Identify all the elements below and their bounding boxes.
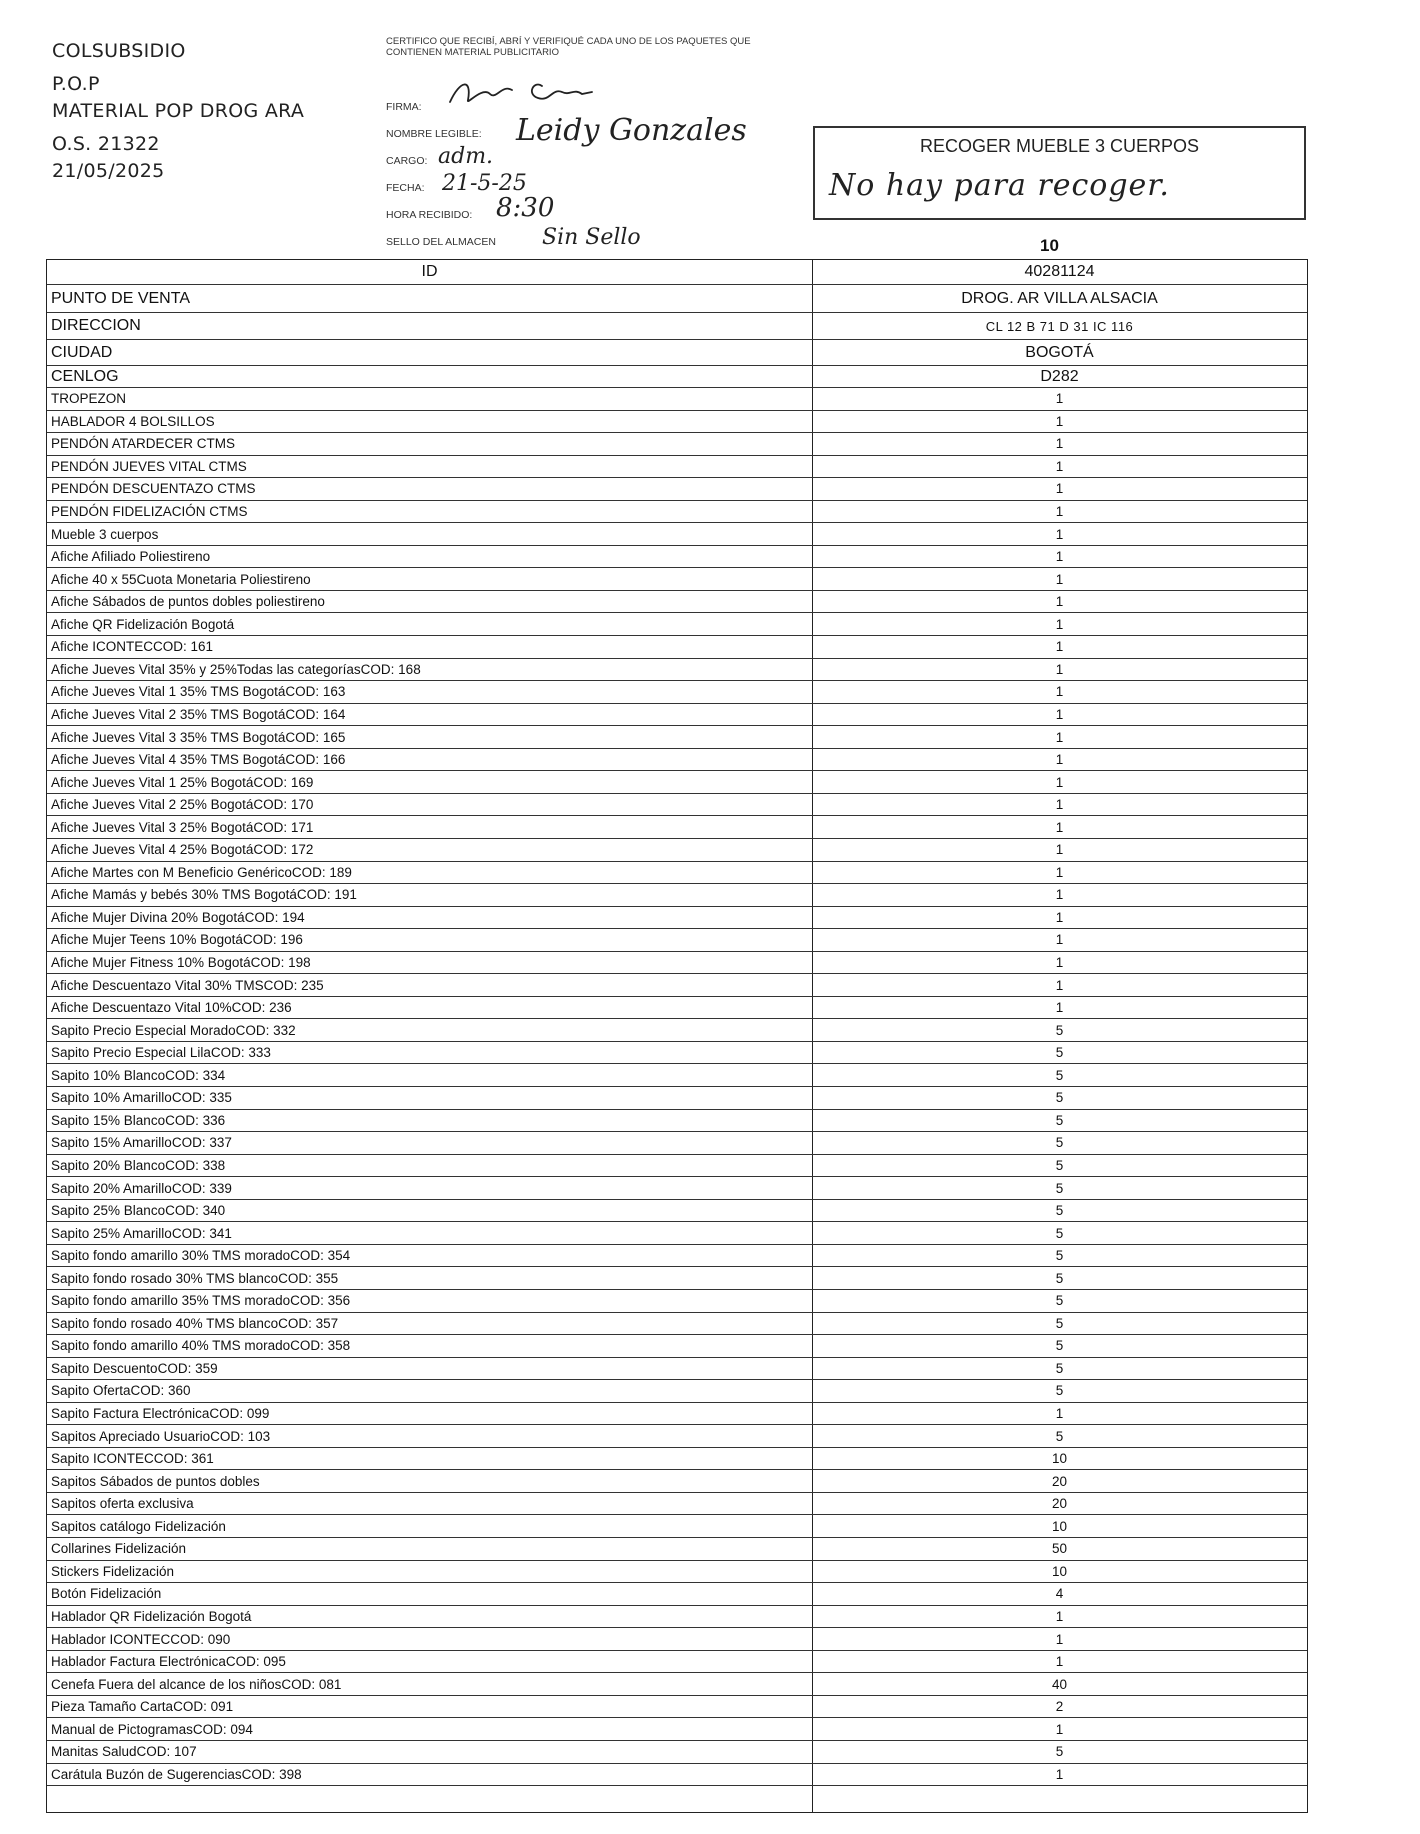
item-qty: 1: [1055, 729, 1064, 745]
item-qty: 5: [1055, 1360, 1064, 1376]
item-qty: 1: [1055, 661, 1064, 677]
item-qty: 5: [1055, 1428, 1064, 1444]
nombre-label: NOMBRE LEGIBLE:: [386, 128, 482, 140]
table-row: [47, 1425, 1307, 1448]
item-qty: 1: [1055, 616, 1064, 632]
signature-icon: [442, 76, 642, 110]
table-row: [47, 1448, 1307, 1471]
table-row: [47, 816, 1307, 839]
item-name: HABLADOR 4 BOLSILLOS: [51, 413, 215, 429]
table-row: [47, 388, 1307, 411]
item-qty: 5: [1055, 1744, 1064, 1760]
item-name: Mueble 3 cuerpos: [51, 526, 159, 542]
item-name: Sapito fondo amarillo 30% TMS moradoCOD: 354: [51, 1248, 351, 1264]
item-qty: 1: [1055, 1631, 1064, 1647]
item-name: PENDÓN JUEVES VITAL CTMS: [51, 458, 247, 474]
table-row: [47, 1200, 1307, 1223]
item-qty: 5: [1055, 1022, 1064, 1038]
table-row: [47, 1538, 1307, 1561]
item-name: Afiche Mujer Teens 10% BogotáCOD: 196: [51, 932, 303, 948]
item-qty: 1: [1055, 458, 1064, 474]
id-value: 40281124: [1024, 263, 1095, 280]
table-row: [47, 614, 1307, 637]
table-row: [47, 1313, 1307, 1336]
item-name: Sapito 20% BlancoCOD: 338: [51, 1157, 226, 1173]
item-name: Afiche Jueves Vital 3 35% TMS BogotáCOD: 165: [51, 729, 346, 745]
item-qty: 5: [1055, 1293, 1064, 1309]
table-row: [47, 1403, 1307, 1426]
ciudad-value: BOGOTÁ: [1025, 343, 1094, 361]
table-row: [47, 1493, 1307, 1516]
item-qty: 1: [1055, 932, 1064, 948]
table-row: [47, 1290, 1307, 1313]
fecha-row: [386, 171, 806, 198]
item-name: Afiche QR Fidelización Bogotá: [51, 616, 235, 632]
material-table: [46, 259, 1308, 1813]
table-row: [47, 1606, 1307, 1629]
item-qty: 1: [1055, 842, 1064, 858]
item-qty: 1: [1055, 684, 1064, 700]
table-row: [47, 1764, 1307, 1787]
item-qty: 1: [1055, 706, 1064, 722]
item-qty: 5: [1055, 1270, 1064, 1286]
table-row: [47, 1042, 1307, 1065]
cenlog-value: D282: [1040, 367, 1079, 385]
table-row: [47, 1358, 1307, 1381]
item-qty: 5: [1055, 1135, 1064, 1151]
table-row: [47, 1628, 1307, 1651]
item-name: Afiche Jueves Vital 4 35% TMS BogotáCOD: 166: [51, 752, 346, 768]
id-label: ID: [421, 263, 438, 280]
table-row: [47, 1065, 1307, 1088]
item-name: Sapito 20% AmarilloCOD: 339: [51, 1180, 232, 1196]
item-name: Sapito 25% AmarilloCOD: 341: [51, 1225, 232, 1241]
item-qty: 1: [1055, 1608, 1064, 1624]
item-qty: 5: [1055, 1045, 1064, 1061]
table-row: [47, 681, 1307, 704]
table-row: [47, 456, 1307, 479]
item-name: Afiche Mamás y bebés 30% TMS BogotáCOD: 191: [51, 887, 357, 903]
punto-label: PUNTO DE VENTA: [51, 289, 190, 307]
item-qty: 1: [1055, 436, 1064, 452]
item-name: Afiche Jueves Vital 1 35% TMS BogotáCOD: 163: [51, 684, 346, 700]
item-qty: 5: [1055, 1157, 1064, 1173]
top-count: 10: [1040, 236, 1059, 255]
table-row: [47, 1222, 1307, 1245]
table-row: [47, 1718, 1307, 1741]
item-qty: 1: [1055, 955, 1064, 971]
item-name: Pieza Tamaño CartaCOD: 091: [51, 1699, 234, 1715]
cargo-row: [386, 144, 806, 171]
item-name: Afiche Martes con M Beneficio GenéricoCOD: 189: [51, 864, 352, 880]
item-name: Sapito 15% AmarilloCOD: 337: [51, 1135, 232, 1151]
item-qty: 1: [1055, 752, 1064, 768]
item-name: Sapito fondo amarillo 35% TMS moradoCOD: 356: [51, 1293, 351, 1309]
item-name: Sapito ICONTECCOD: 361: [51, 1451, 214, 1467]
item-name: Afiche Descuentazo Vital 30% TMSCOD: 235: [51, 977, 324, 993]
table-row: [47, 997, 1307, 1020]
item-name: Manitas SaludCOD: 107: [51, 1744, 197, 1760]
table-row: [47, 1177, 1307, 1200]
item-qty: 5: [1055, 1225, 1064, 1241]
item-qty: 1: [1055, 594, 1064, 610]
item-name: Sapito fondo rosado 40% TMS blancoCOD: 357: [51, 1315, 339, 1331]
table-row: [47, 794, 1307, 817]
recoger-note: No hay para recoger.: [829, 168, 1170, 203]
table-row: [47, 839, 1307, 862]
item-qty: 10: [1051, 1518, 1068, 1534]
item-name: Collarines Fidelización: [51, 1541, 187, 1557]
table-row: [47, 546, 1307, 569]
table-row: [47, 411, 1307, 434]
item-name: Sapitos Apreciado UsuarioCOD: 103: [51, 1428, 271, 1444]
company-block: [52, 38, 304, 185]
table-row: [47, 1741, 1307, 1764]
sello-label: SELLO DEL ALMACEN: [386, 236, 496, 248]
table-row: [47, 726, 1307, 749]
table-row: [47, 952, 1307, 975]
table-row: [47, 1673, 1307, 1696]
table-row-cenlog: [47, 366, 1307, 388]
table-row: [47, 884, 1307, 907]
item-qty: 1: [1055, 1000, 1064, 1016]
cenlog-label: CENLOG: [51, 367, 119, 385]
item-qty: 5: [1055, 1090, 1064, 1106]
item-name: Sapito Precio Especial LilaCOD: 333: [51, 1045, 271, 1061]
item-name: Sapito 10% BlancoCOD: 334: [51, 1067, 226, 1083]
table-row: [47, 568, 1307, 591]
item-name: Sapito fondo rosado 30% TMS blancoCOD: 355: [51, 1270, 339, 1286]
fecha-value: 21-5-25: [442, 171, 527, 196]
item-name: Afiche Jueves Vital 4 25% BogotáCOD: 172: [51, 842, 314, 858]
item-qty: 4: [1055, 1586, 1064, 1602]
table-row-punto: [47, 285, 1307, 313]
table-row: [47, 1583, 1307, 1606]
item-name: Sapito OfertaCOD: 360: [51, 1383, 191, 1399]
item-name: TROPEZON: [51, 391, 127, 407]
item-qty: 1: [1055, 549, 1064, 565]
item-name: Afiche Jueves Vital 3 25% BogotáCOD: 171: [51, 819, 314, 835]
item-qty: 1: [1055, 797, 1064, 813]
table-row-id: [47, 260, 1307, 285]
table-row: [47, 636, 1307, 659]
item-qty: 5: [1055, 1203, 1064, 1219]
item-name: Afiche Jueves Vital 35% y 25%Todas las categoríasCOD: 168: [51, 661, 421, 677]
item-qty: 10: [1051, 1451, 1068, 1467]
item-name: Sapito 15% BlancoCOD: 336: [51, 1112, 226, 1128]
item-qty: 20: [1051, 1496, 1068, 1512]
table-row: [47, 1110, 1307, 1133]
ciudad-label: CIUDAD: [51, 343, 113, 361]
item-name: Afiche Afiliado Poliestireno: [51, 549, 211, 565]
table-row: [47, 1696, 1307, 1719]
cargo-value: adm.: [438, 144, 494, 169]
table-row: [47, 1380, 1307, 1403]
item-qty: 1: [1055, 639, 1064, 655]
direccion-label: DIRECCION: [51, 317, 141, 334]
table-row: [47, 659, 1307, 682]
item-qty: 1: [1055, 413, 1064, 429]
document-date: 21/05/2025: [52, 160, 165, 182]
item-qty: 1: [1055, 977, 1064, 993]
item-name: Afiche Jueves Vital 2 35% TMS BogotáCOD: 164: [51, 706, 346, 722]
item-name: PENDÓN ATARDECER CTMS: [51, 436, 236, 452]
item-name: Sapitos oferta exclusiva: [51, 1496, 194, 1512]
item-name: Afiche Sábados de puntos dobles poliestireno: [51, 594, 325, 610]
item-name: Sapito Factura ElectrónicaCOD: 099: [51, 1406, 270, 1422]
item-qty: 1: [1055, 481, 1064, 497]
table-row: [47, 591, 1307, 614]
item-name: Afiche Jueves Vital 1 25% BogotáCOD: 169: [51, 774, 314, 790]
item-qty: 40: [1051, 1676, 1068, 1692]
item-name: Sapitos catálogo Fidelización: [51, 1518, 226, 1534]
table-row: [47, 1470, 1307, 1493]
item-name: Sapito 25% BlancoCOD: 340: [51, 1203, 226, 1219]
hora-value: 8:30: [496, 193, 555, 223]
item-qty: 50: [1051, 1541, 1068, 1557]
item-name: PENDÓN FIDELIZACIÓN CTMS: [51, 504, 248, 520]
table-row: [47, 1245, 1307, 1268]
table-row: [47, 1561, 1307, 1584]
item-name: Sapitos Sábados de puntos dobles: [51, 1473, 260, 1489]
item-qty: 20: [1051, 1473, 1068, 1489]
item-name: Hablador QR Fidelización Bogotá: [51, 1608, 252, 1624]
table-row: [47, 929, 1307, 952]
item-qty: 5: [1055, 1338, 1064, 1354]
item-name: PENDÓN DESCUENTAZO CTMS: [51, 481, 256, 497]
company-name: COLSUBSIDIO: [52, 40, 186, 62]
fecha-label: FECHA:: [386, 182, 425, 194]
item-qty: 10: [1051, 1563, 1068, 1579]
table-row: [47, 1155, 1307, 1178]
table-row: [47, 1335, 1307, 1358]
item-qty: 1: [1055, 391, 1064, 407]
item-qty: 5: [1055, 1112, 1064, 1128]
item-qty: 1: [1055, 1654, 1064, 1670]
item-qty: 1: [1055, 864, 1064, 880]
table-row: [47, 433, 1307, 456]
item-name: Stickers Fidelización: [51, 1563, 175, 1579]
item-qty: 1: [1055, 571, 1064, 587]
item-name: Afiche Jueves Vital 2 25% BogotáCOD: 170: [51, 797, 314, 813]
item-qty: 5: [1055, 1315, 1064, 1331]
hora-label: HORA RECIBIDO:: [386, 209, 473, 221]
certificate-fields: [386, 90, 806, 252]
item-name: Sapito Precio Especial MoradoCOD: 332: [51, 1022, 296, 1038]
item-name: Cenefa Fuera del alcance de los niñosCOD: 081: [51, 1676, 342, 1692]
item-qty: 1: [1055, 774, 1064, 790]
recoger-title: RECOGER MUEBLE 3 CUERPOS: [919, 136, 1200, 156]
item-name: Hablador Factura ElectrónicaCOD: 095: [51, 1654, 286, 1670]
item-qty: 1: [1055, 1406, 1064, 1422]
table-row: [47, 1651, 1307, 1674]
item-name: Manual de PictogramasCOD: 094: [51, 1721, 253, 1737]
item-qty: 5: [1055, 1180, 1064, 1196]
table-row: [47, 1516, 1307, 1539]
item-name: Sapito 10% AmarilloCOD: 335: [51, 1090, 232, 1106]
service-order: O.S. 21322: [52, 133, 160, 155]
sello-row: [386, 225, 806, 252]
recoger-box: [813, 126, 1306, 220]
cargo-label: CARGO:: [386, 155, 428, 167]
nombre-value: Leidy Gonzales: [516, 113, 747, 148]
certificate-text: CERTIFICO QUE RECIBÍ, ABRÍ Y VERIFIQUÉ CADA UNO DE LOS PAQUETES QUE CONTIENEN MATERIAL PUBLICITARIO: [386, 36, 751, 58]
table-row: [47, 862, 1307, 885]
table-row: [47, 478, 1307, 501]
table-row: [47, 523, 1307, 546]
item-name: Afiche Descuentazo Vital 10%COD: 236: [51, 1000, 292, 1016]
table-row-direccion: [47, 313, 1307, 340]
item-qty: 1: [1055, 504, 1064, 520]
item-qty: 1: [1055, 1721, 1064, 1737]
item-qty: 1: [1055, 526, 1064, 542]
item-name: Botón Fidelización: [51, 1586, 162, 1602]
sello-value: Sin Sello: [542, 225, 641, 250]
table-row: [47, 974, 1307, 997]
item-name: Carátula Buzón de SugerenciasCOD: 398: [51, 1766, 302, 1782]
table-row: [47, 907, 1307, 930]
table-row: [47, 704, 1307, 727]
item-qty: 1: [1055, 887, 1064, 903]
direccion-value: CL 12 B 71 D 31 IC 116: [985, 318, 1134, 334]
item-qty: 1: [1055, 909, 1064, 925]
item-name: Sapito DescuentoCOD: 359: [51, 1360, 218, 1376]
item-name: Afiche ICONTECCOD: 161: [51, 639, 214, 655]
hora-row: [386, 193, 806, 225]
table-row: [47, 749, 1307, 772]
item-name: Afiche Mujer Fitness 10% BogotáCOD: 198: [51, 955, 311, 971]
table-row: [47, 1267, 1307, 1290]
table-row: [47, 1019, 1307, 1042]
table-row-ciudad: [47, 340, 1307, 366]
table-row: [47, 771, 1307, 794]
firma-label: FIRMA:: [386, 101, 422, 113]
table-row: [47, 1087, 1307, 1110]
item-name: Sapito fondo amarillo 40% TMS moradoCOD: 358: [51, 1338, 351, 1354]
item-name: Afiche 40 x 55Cuota Monetaria Poliestireno: [51, 571, 311, 587]
item-qty: 5: [1055, 1248, 1064, 1264]
company-pop: P.O.P: [52, 73, 100, 95]
item-name: Hablador ICONTECCOD: 090: [51, 1631, 231, 1647]
item-qty: 2: [1055, 1699, 1064, 1715]
item-qty: 1: [1055, 819, 1064, 835]
table-row: [47, 501, 1307, 524]
company-material: MATERIAL POP DROG ARA: [52, 100, 305, 122]
item-qty: 5: [1055, 1067, 1064, 1083]
punto-value: DROG. AR VILLA ALSACIA: [961, 289, 1158, 307]
item-qty: 5: [1055, 1383, 1064, 1399]
table-row: [47, 1132, 1307, 1155]
item-qty: 1: [1055, 1766, 1064, 1782]
nombre-row: [386, 113, 806, 148]
item-name: Afiche Mujer Divina 20% BogotáCOD: 194: [51, 909, 305, 925]
